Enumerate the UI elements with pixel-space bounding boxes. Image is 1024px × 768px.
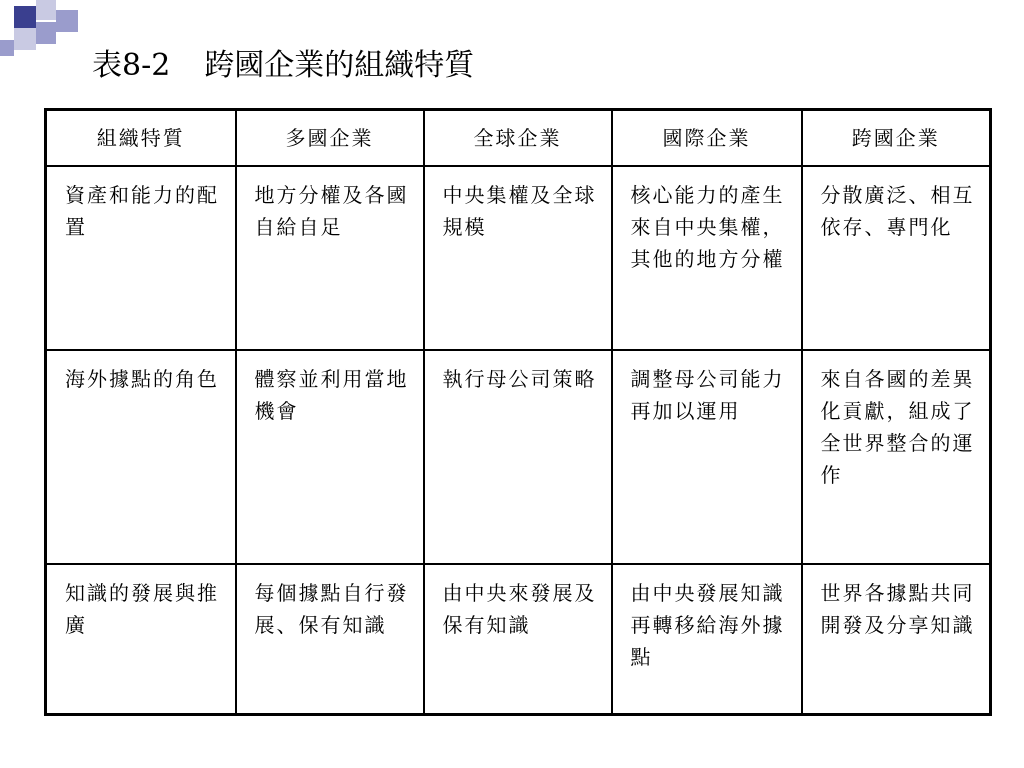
cell-text: 執行母公司策略 [442,367,597,391]
table-cell [424,350,612,564]
header-cell: 組織特質 [46,110,236,167]
table-header-row [46,110,991,167]
table-cell [236,564,424,715]
slide-title [92,44,474,88]
cell-text: 知識的發展與推廣 [65,581,219,637]
row-label-cell [46,564,236,715]
table-cell [802,350,991,564]
org-characteristics-table [44,108,992,716]
cell-text: 來自各國的差異化貢獻，組成了全世界整合的運作 [820,367,975,487]
cell-text: 由中央發展知識再轉移給海外據點 [630,581,785,669]
deco-square-light [36,0,56,20]
cell-text: 體察並利用當地機會 [254,367,409,423]
cell-text: 地方分權及各國自給自足 [254,183,409,239]
table-cell [236,166,424,350]
row-label-cell [46,166,236,350]
header-cell: 多國企業 [236,110,424,167]
table-cell [424,564,612,715]
table-row [46,166,991,350]
table-cell [236,350,424,564]
row-label-cell [46,350,236,564]
cell-text: 由中央來發展及保有知識 [442,581,597,637]
deco-square-mid [56,10,78,32]
header-cell: 國際企業 [612,110,802,167]
cell-text: 世界各據點共同開發及分享知識 [820,581,975,637]
corner-decoration [0,0,90,60]
table-cell [424,166,612,350]
table-cell [612,166,802,350]
deco-square-light [14,28,36,50]
table-cell [612,564,802,715]
title-number: 表8-2 [92,48,171,83]
table-row [46,350,991,564]
cell-text: 核心能力的產生來自中央集權，其他的地方分權 [630,183,785,271]
deco-square-mid [0,40,14,56]
table-cell [612,350,802,564]
table-cell [802,564,991,715]
cell-text: 資產和能力的配置 [65,183,219,239]
cell-text: 每個據點自行發展、保有知識 [254,581,409,637]
cell-text: 調整母公司能力再加以運用 [630,367,785,423]
cell-text: 分散廣泛、相互依存、專門化 [820,183,975,239]
cell-text: 海外據點的角色 [65,367,219,391]
deco-square-mid [36,22,56,44]
table-row [46,564,991,715]
header-cell: 跨國企業 [802,110,991,167]
title-text: 跨國企業的組織特質 [204,48,475,83]
cell-text: 中央集權及全球規模 [442,183,597,239]
table-cell [802,166,991,350]
header-cell: 全球企業 [424,110,612,167]
deco-square-dark [14,6,36,28]
